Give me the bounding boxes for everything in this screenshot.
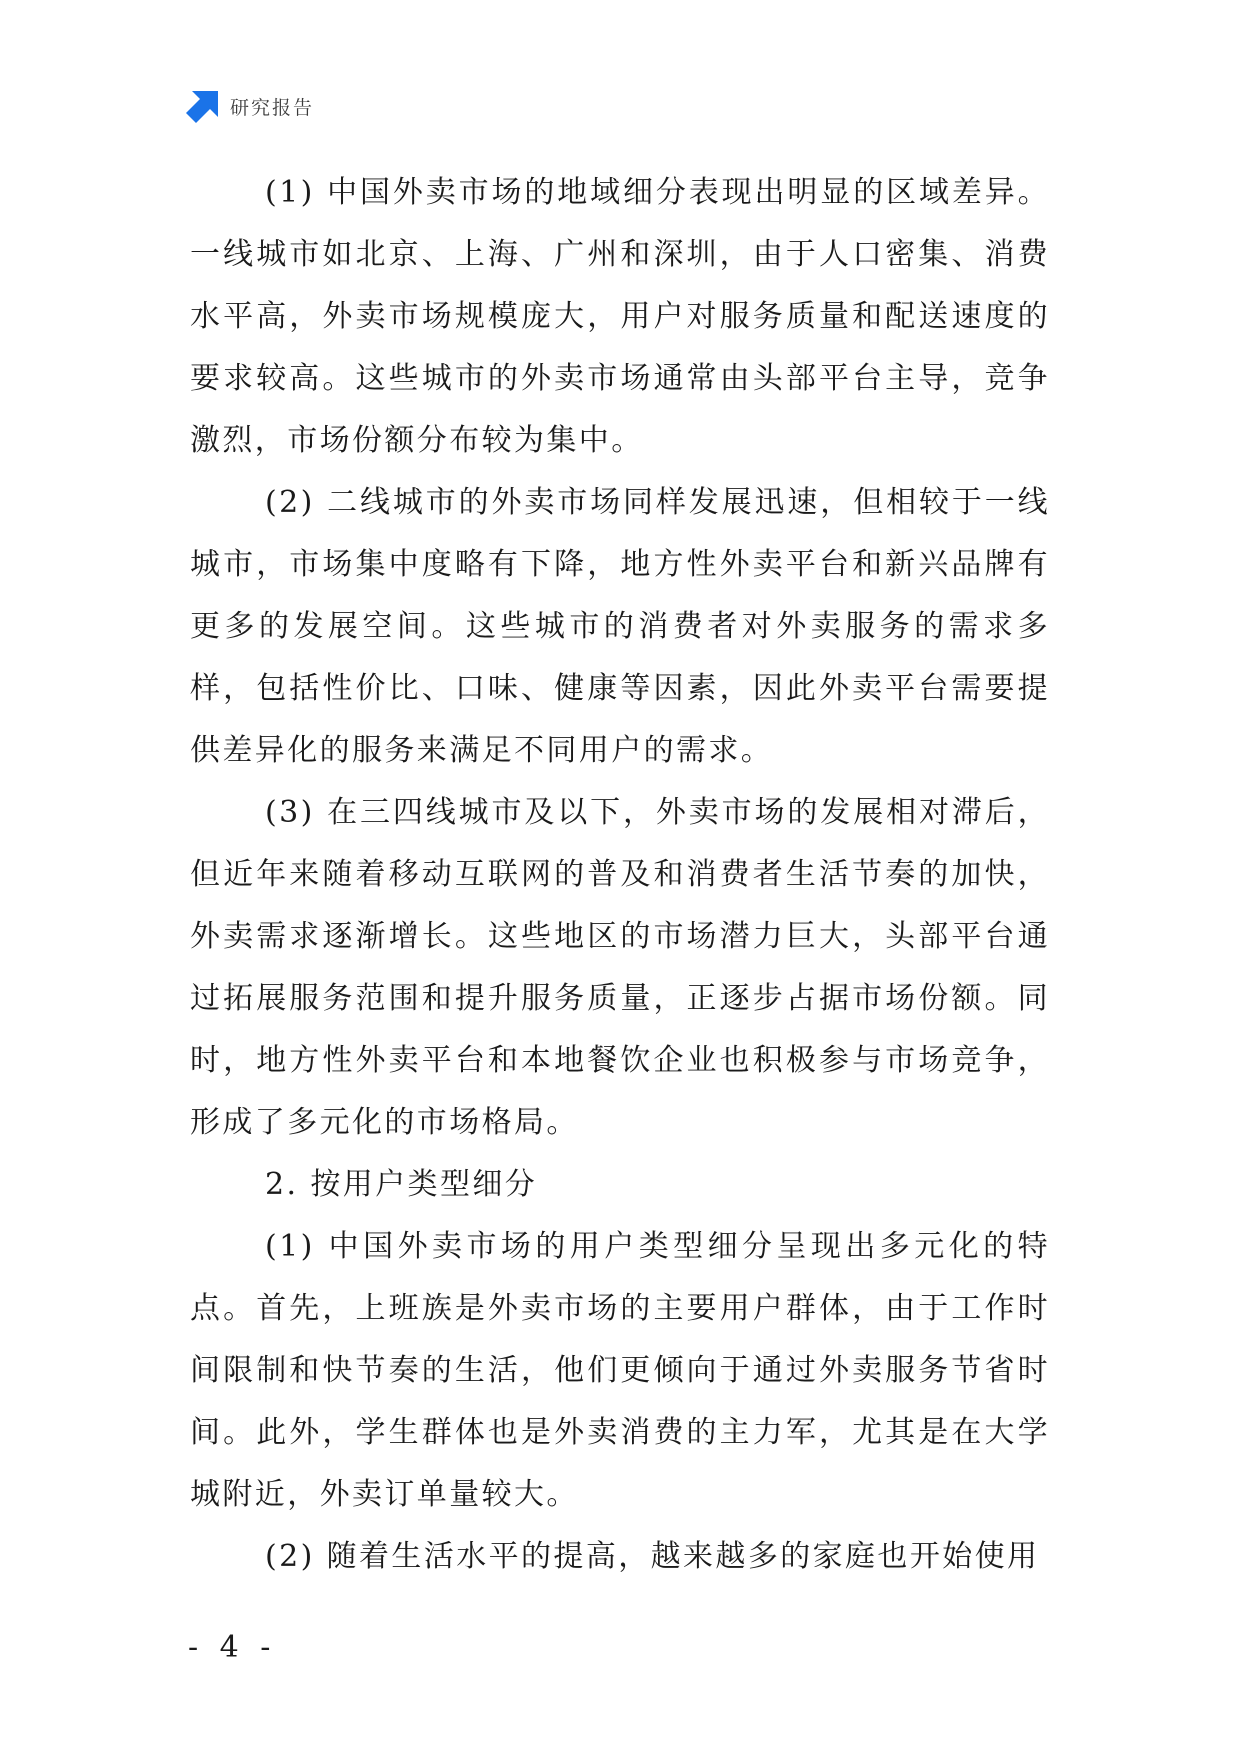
paragraph-user-type-2: (2) 随着生活水平的提高，越来越多的家庭也开始使用	[265, 1539, 1040, 1574]
document-body	[190, 162, 1050, 1588]
paragraph-region-3: (3) 在三四线城市及以下，外卖市场的发展相对滞后，但近年来随着移动互联网的普及和消费者生活节奏的加快，外卖需求逐渐增长。这些地区的市场潜力巨大，头部平台通过拓展服务范围和提升服务质量，正逐步占据市场份额。同时，地方性外卖平台和本地餐饮企业也积极参与市场竞争，形成了多元化的市场格局。	[190, 795, 1050, 1140]
page-number: - 4 -	[188, 1630, 277, 1665]
header-title: 研究报告	[230, 96, 315, 119]
arrow-up-right-icon	[186, 89, 220, 123]
paragraph-user-type-1: (1) 中国外卖市场的用户类型细分呈现出多元化的特点。首先，上班族是外卖市场的主要用户群体，由于工作时间限制和快节奏的生活，他们更倾向于通过外卖服务节省时间。此外，学生群体也是外卖消费的主力军，尤其是在大学城附近，外卖订单量较大。	[190, 1229, 1050, 1512]
paragraph-region-2: (2) 二线城市的外卖市场同样发展迅速，但相较于一线城市，市场集中度略有下降，地方性外卖平台和新兴品牌有更多的发展空间。这些城市的消费者对外卖服务的需求多样，包括性价比、口味、健康等因素，因此外卖平台需要提供差异化的服务来满足不同用户的需求。	[190, 485, 1050, 768]
report-header	[186, 88, 314, 124]
section-heading: 2. 按用户类型细分	[265, 1167, 538, 1202]
paragraph-region-1: (1) 中国外卖市场的地域细分表现出明显的区域差异。一线城市如北京、上海、广州和深圳，由于人口密集、消费水平高，外卖市场规模庞大，用户对服务质量和配送速度的要求较高。这些城市的外卖市场通常由头部平台主导，竞争激烈，市场份额分布较为集中。	[190, 175, 1050, 458]
